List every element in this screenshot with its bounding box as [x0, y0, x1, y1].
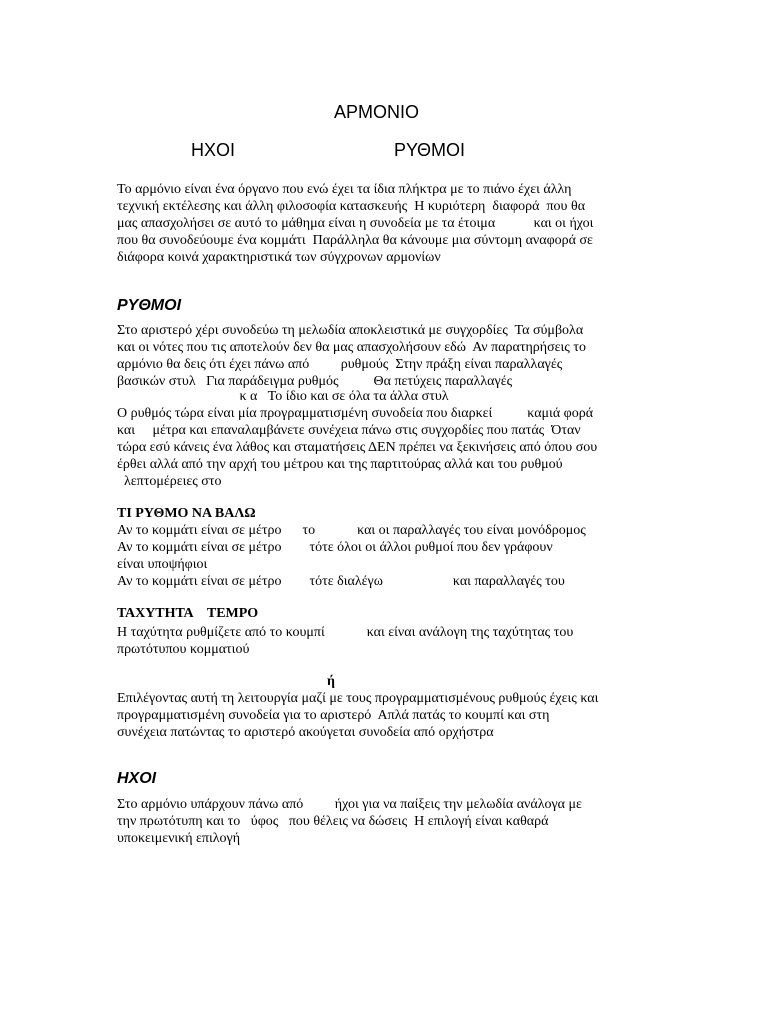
or-marker: ή	[327, 674, 335, 689]
accompaniment-line: Επιλέγοντας αυτή τη λειτουργία μαζί με τους προγραμματισμένους ρυθμούς έχεις και	[117, 691, 599, 706]
which-rhythm-line: Αν το κομμάτι είναι σε μέτρο τότε διαλέγω και παραλλαγές του	[117, 574, 565, 589]
rhythms-line: και οι νότες που τις αποτελούν δεν θα μας απασχολήσουν εδώ Αν παρατηρήσεις το	[117, 340, 586, 355]
intro-line: μας απασχολήσει σε αυτό το μάθημα είναι η συνοδεία με τα έτοιμα και οι ήχοι	[117, 216, 594, 231]
intro-line: διάφορα κοινά χαρακτηριστικά των σύγχρονων αρμονίων	[117, 250, 441, 265]
intro-line: που θα συνοδεύουμε ένα κομμάτι Παράλληλα θα κάνουμε μια σύντομη αναφορά σε	[117, 233, 593, 248]
which-rhythm-title: ΤΙ ΡΥΘΜΟ ΝΑ ΒΑΛΩ	[117, 506, 256, 521]
intro-line: τεχνική εκτέλεσης και άλλη φιλοσοφία κατασκευής Η κυριότερη διαφορά που θα	[117, 199, 586, 214]
tempo-title: ΤΑΧΥΤΗΤΑ TEMPO	[117, 606, 259, 621]
document-title: ΑΡΜΟΝΙΟ	[334, 102, 420, 122]
subtitle-sounds: ΗΧΟΙ	[191, 140, 236, 160]
rhythms-line: τώρα εσύ κάνεις ένα λάθος και σταματήσεις ΔΕΝ πρέπει να ξεκινήσεις από όπου σου	[117, 440, 598, 455]
sounds-line: Στο αρμόνιο υπάρχουν πάνω από ήχοι για να παίξεις την μελωδία ανάλογα με	[117, 797, 582, 812]
sounds-line: υποκειμενική επιλογή	[117, 831, 241, 846]
sounds-section-title: ΗΧΟΙ	[117, 770, 157, 787]
rhythms-line: κ α Το ίδιο και σε όλα τα άλλα στυλ	[117, 389, 449, 404]
tempo-line: πρωτότυπου κομματιού	[117, 642, 250, 657]
rhythms-line: και μέτρα και επαναλαμβάνετε συνέχεια πάνω στις συγχορδίες που πατάς Όταν	[117, 423, 581, 438]
accompaniment-line: προγραμματισμένη συνοδεία για το αριστερό Απλά πατάς το κουμπί και στη	[117, 708, 550, 723]
which-rhythm-line: Αν το κομμάτι είναι σε μέτρο τότε όλοι οι άλλοι ρυθμοί που δεν γράφουν	[117, 540, 553, 555]
rhythms-section-title: ΡΥΘΜΟΙ	[117, 297, 182, 314]
which-rhythm-line: είναι υποψήφιοι	[117, 557, 208, 572]
intro-line: Το αρμόνιο είναι ένα όργανο που ενώ έχει τα ίδια πλήκτρα με το πιάνο έχει άλλη	[117, 182, 572, 197]
accompaniment-line: συνέχεια πατώντας το αριστερό ακούγεται συνοδεία από ορχήστρα	[117, 725, 494, 740]
subtitle-rhythms: ΡΥΘΜΟΙ	[394, 140, 465, 160]
sounds-line: την πρωτότυπη και το ύφος που θέλεις να δώσεις Η επιλογή είναι καθαρά	[117, 814, 549, 829]
rhythms-line: Ο ρυθμός τώρα είναι μία προγραμματισμένη συνοδεία που διαρκεί καμιά φορά	[117, 406, 594, 421]
rhythms-line: έρθει αλλά από την αρχή του μέτρου και της παρτιτούρας αλλά και του ρυθμού	[117, 457, 563, 472]
rhythms-line: βασικών στυλ Για παράδειγμα ρυθμός Θα πετύχεις παραλλαγές	[117, 374, 513, 389]
rhythms-line: Στο αριστερό χέρι συνοδεύω τη μελωδία αποκλειστικά με συγχορδίες Τα σύμβολα	[117, 323, 584, 338]
rhythms-line: αρμόνιο θα δεις ότι έχει πάνω από ρυθμούς Στην πράξη είναι παραλλαγές	[117, 357, 563, 372]
tempo-line: Η ταχύτητα ρυθμίζετε από το κουμπί και είναι ανάλογη της ταχύτητας του	[117, 625, 574, 640]
which-rhythm-line: Αν το κομμάτι είναι σε μέτρο το και οι παραλλαγές του είναι μονόδρομος	[117, 523, 586, 538]
rhythms-line: λεπτομέρειες στο	[117, 474, 222, 489]
